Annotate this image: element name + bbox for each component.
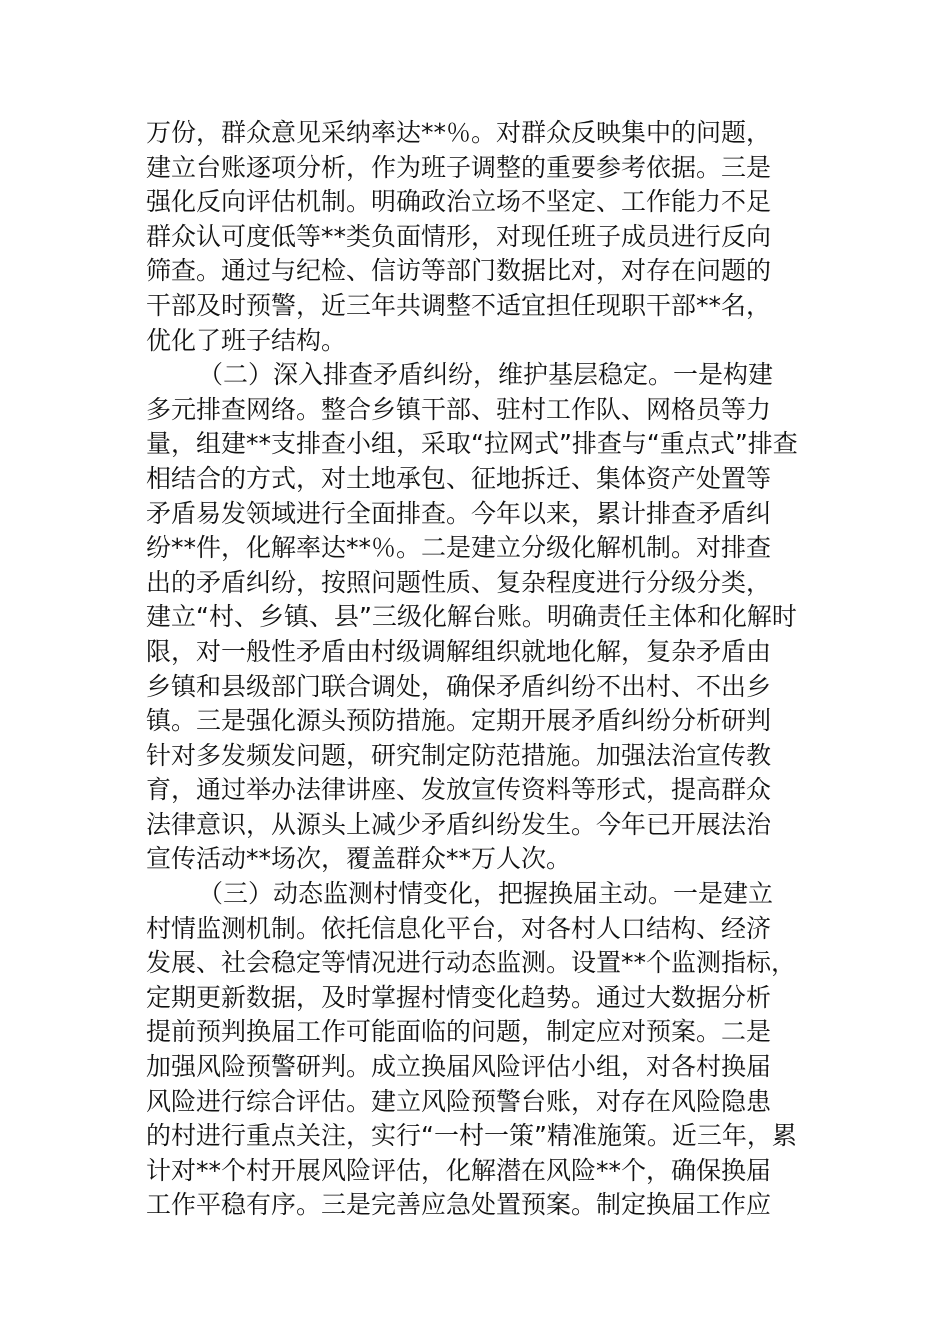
section-heading-line: （三）动态监测村情变化，把握换届主动。一是建立 [198,879,774,909]
text-line: 出的矛盾纠纷，按照问题性质、复杂程度进行分级分类， [146,567,772,597]
text-line: 多元排查网络。整合乡镇干部、驻村工作队、网格员等力 [146,394,772,424]
text-line: 计对**个村开展风险评估，化解潜在风险**个，确保换届 [146,1155,772,1185]
text-line: 干部及时预警，近三年共调整不适宜担任现职干部**名， [146,290,772,320]
text-line: 强化反向评估机制。明确政治立场不坚定、工作能力不足 [146,187,772,217]
text-line: 法律意识，从源头上减少矛盾纠纷发生。今年已开展法治 [146,809,772,839]
text-line: 育，通过举办法律讲座、发放宣传资料等形式，提高群众 [146,775,772,805]
text-line: 的村进行重点关注，实行“一村一策”精准施策。近三年，累 [146,1121,797,1151]
body-text [146,116,826,1223]
text-line: 风险进行综合评估。建立风险预警台账，对存在风险隐患 [146,1086,772,1116]
text-line: 工作平稳有序。三是完善应急处置预案。制定换届工作应 [146,1190,772,1220]
text-line: 发展、社会稳定等情况进行动态监测。设置**个监测指标， [146,948,797,978]
text-line: 提前预判换届工作可能面临的问题，制定应对预案。二是 [146,1017,772,1047]
text-line: 乡镇和县级部门联合调处，确保矛盾纠纷不出村、不出乡 [146,671,772,701]
text-line: 万份，群众意见采纳率达**％。对群众反映集中的问题， [146,118,772,147]
text-line: 限，对一般性矛盾由村级调解组织就地化解，复杂矛盾由 [146,636,772,666]
text-line: 建立台账逐项分析，作为班子调整的重要参考依据。三是 [146,152,772,182]
text-line: 加强风险预警研判。成立换届风险评估小组，对各村换届 [146,1052,772,1082]
text-line: 相结合的方式，对土地承包、征地拆迁、集体资产处置等 [146,463,772,493]
text-line: 镇。三是强化源头预防措施。定期开展矛盾纠纷分析研判 [146,706,772,736]
text-line: 村情监测机制。依托信息化平台，对各村人口结构、经济 [146,913,772,943]
text-line: 针对多发频发问题，研究制定防范措施。加强法治宣传教 [146,740,772,770]
text-line: 建立“村、乡镇、县”三级化解台账。明确责任主体和化解时 [146,602,797,632]
text-line: 矛盾易发领域进行全面排查。今年以来，累计排查矛盾纠 [146,498,772,528]
text-line: 定期更新数据，及时掌握村情变化趋势。通过大数据分析 [146,982,772,1012]
text-line: 宣传活动**场次，覆盖群众**万人次。 [146,844,572,874]
section-heading-line: （二）深入排查矛盾纠纷，维护基层稳定。一是构建 [198,360,774,390]
text-line: 筛查。通过与纪检、信访等部门数据比对，对存在问题的 [146,256,772,286]
text-line: 优化了班子结构。 [146,325,347,355]
text-line: 群众认可度低等**类负面情形，对现任班子成员进行反向 [146,221,772,251]
text-line: 纷**件，化解率达**％。二是建立分级化解机制。对排查 [146,533,772,563]
text-line: 量，组建**支排查小组，采取“拉网式”排查与“重点式”排查 [146,429,798,459]
